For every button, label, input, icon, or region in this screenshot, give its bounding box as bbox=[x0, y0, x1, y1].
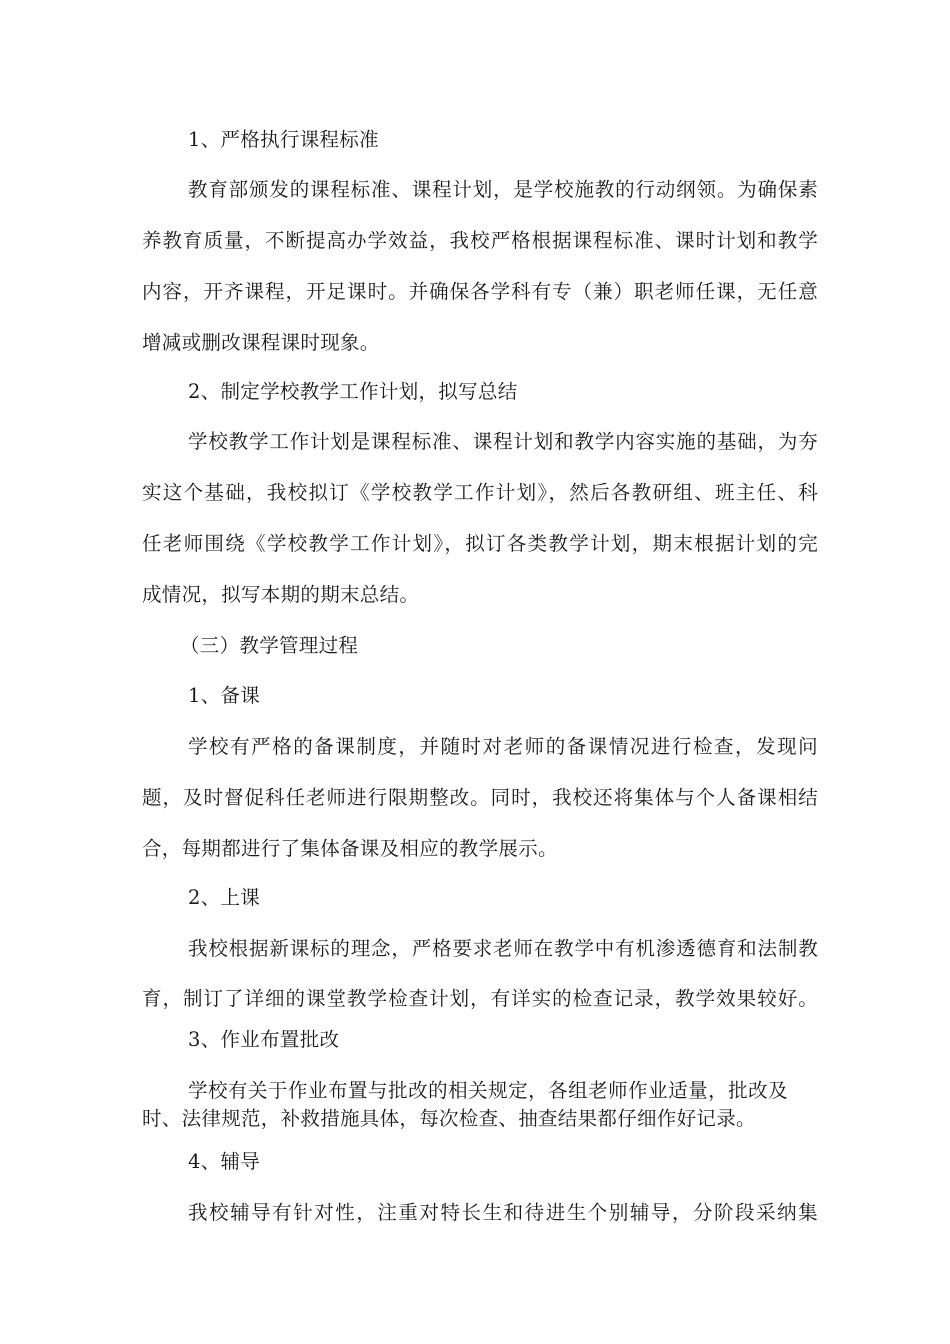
paragraph-line: 教育部颁发的课程标准、课程计划，是学校施教的行动纲领。为确保素 bbox=[188, 178, 818, 201]
heading-1: 1、备课 bbox=[188, 684, 261, 707]
paragraph-line: 内容，开齐课程，开足课时。并确保各学科有专（兼）职老师任课，无任意 bbox=[142, 280, 818, 303]
paragraph-line: 实这个基础，我校拟订《学校教学工作计划》，然后各教研组、班主任、科 bbox=[142, 481, 818, 504]
paragraph-line: 学校有关于作业布置与批改的相关规定，各组老师作业适量，批改及 bbox=[188, 1079, 788, 1102]
paragraph-line: 任老师围绕《学校教学工作计划》，拟订各类教学计划，期末根据计划的完 bbox=[142, 532, 818, 555]
paragraph-line: 学校教学工作计划是课程标准、课程计划和教学内容实施的基础，为夯 bbox=[188, 430, 818, 453]
paragraph-line: 育，制订了详细的课堂教学检查计划，有详实的检查记录，教学效果较好。 bbox=[142, 987, 818, 1010]
section-heading: （三）教学管理过程 bbox=[180, 634, 359, 657]
paragraph-line: 时、法律规范，补救措施具体，每次检查、抽查结果都仔细作好记录。 bbox=[142, 1107, 756, 1130]
heading-4: 4、辅导 bbox=[188, 1150, 261, 1173]
paragraph-line: 题，及时督促科任老师进行限期整改。同时，我校还将集体与个人备课相结 bbox=[142, 786, 818, 809]
paragraph-line: 增减或删改课程课时现象。 bbox=[142, 331, 380, 354]
paragraph-line: 我校根据新课标的理念，严格要求老师在教学中有机渗透德育和法制教 bbox=[188, 937, 818, 960]
paragraph-line: 养教育质量，不断提高办学效益，我校严格根据课程标准、课时计划和教学 bbox=[142, 229, 818, 252]
heading-2: 2、制定学校教学工作计划，拟写总结 bbox=[188, 380, 518, 403]
heading-1: 1、严格执行课程标准 bbox=[188, 128, 379, 151]
paragraph-line: 成情况，拟写本期的期末总结。 bbox=[142, 583, 420, 606]
heading-3: 3、作业布置批改 bbox=[188, 1028, 340, 1051]
paragraph-line: 合，每期都进行了集体备课及相应的教学展示。 bbox=[142, 837, 558, 860]
paragraph-line: 学校有严格的备课制度，并随时对老师的备课情况进行检查，发现问 bbox=[188, 735, 818, 758]
paragraph-line: 我校辅导有针对性，注重对特长生和待进生个别辅导，分阶段采纳集 bbox=[188, 1201, 818, 1224]
heading-2: 2、上课 bbox=[188, 886, 261, 909]
